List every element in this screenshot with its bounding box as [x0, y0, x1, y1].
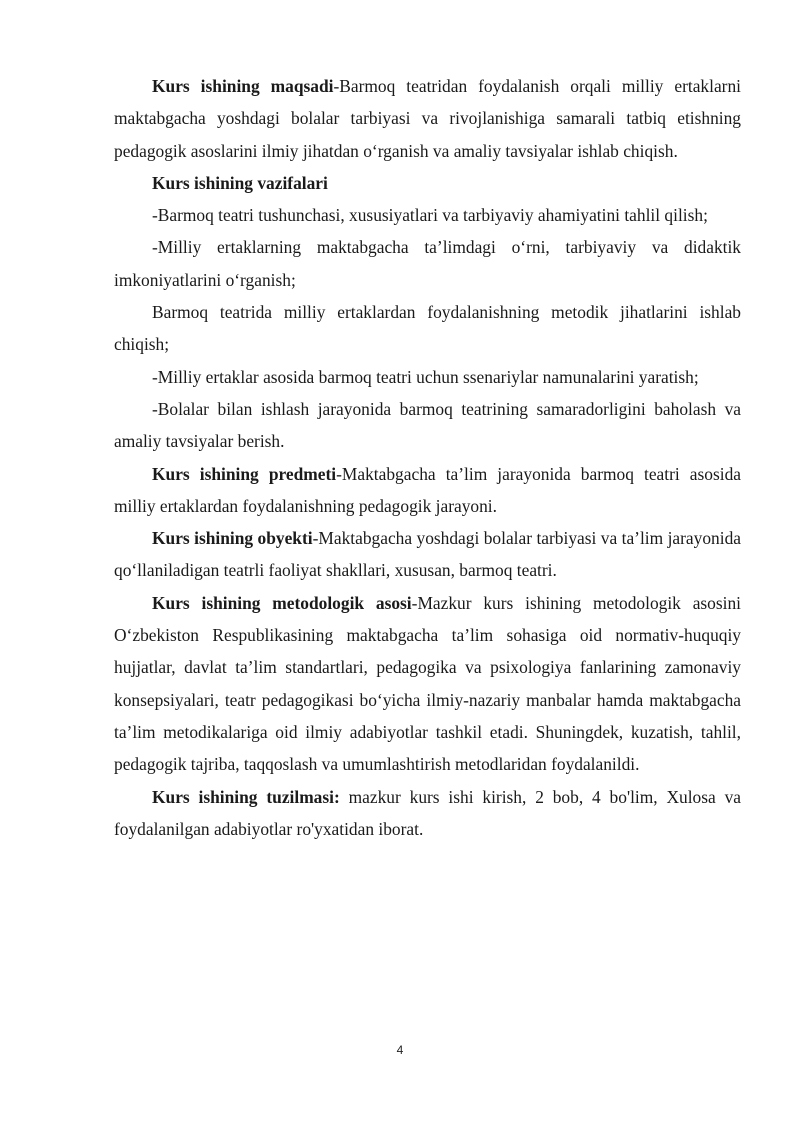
subject-heading: Kurs ishining predmeti: [152, 463, 337, 484]
tasks-heading: Kurs ishining vazifalari: [152, 172, 328, 193]
task-item: -Milliy ertaklar asosida barmoq teatri uchun ssenariylar namunalarini yaratish;: [152, 366, 699, 387]
object-text: -Maktabgacha yoshdagi bolalar tarbiyasi va ta’lim jarayonida qo‘llaniladigan teatrli faoliyat shakllari, xususan, barmoq teatri.: [114, 528, 741, 581]
task-item: -Bolalar bilan ishlash jarayonida barmoq teatrining samaradorligini baholash va amaliy tavsiyalar berish.: [114, 398, 741, 452]
task-item: -Milliy ertaklarning maktabgacha ta’limdagi o‘rni, tarbiyaviy va didaktik imkoniyatlarini o‘rganish;: [114, 237, 741, 290]
subject-paragraph: [114, 458, 741, 523]
goal-paragraph: [114, 70, 741, 167]
methodology-paragraph: [114, 587, 741, 781]
object-heading: Kurs ishining obyekti: [152, 528, 313, 549]
subject-text: -Maktabgacha ta’lim jarayonida barmoq teatri asosida milliy ertaklardan foydalanishning pedagogik jarayoni.: [114, 463, 742, 516]
document-body: [114, 70, 741, 845]
page-number: 4: [396, 1043, 404, 1057]
object-paragraph: [114, 522, 741, 587]
methodology-text: -Mazkur kurs ishining metodologik asosini O‘zbekiston Respublikasining maktabgacha ta’lim sohasiga oid normativ-huquqiy hujjatlar, davlat ta’lim standartlari, pedagogika va psixologiya fanlarining zamonaviy konsepsiyalari, teatr pedagogikasi bo‘yicha ilmiy-nazariy manbalar hamda maktabgacha ta’lim metodikalariga oid ilmiy adabiyotlar tashkil etadi. Shuningdek, kuzatish, tahlil, pedagogik tajriba, taqqoslash va umumlashtirish metodlaridan foydalanildi.: [114, 592, 742, 775]
task-item: Barmoq teatrida milliy ertaklardan foydalanishning metodik jihatlarini ishlab chiqish;: [114, 302, 741, 355]
goal-heading: Kurs ishining maqsadi: [152, 76, 334, 96]
structure-text: mazkur kurs ishi kirish, 2 bob, 4 bo'lim, Xulosa va foydalanilgan adabiyotlar ro'yxatidan iborat.: [114, 786, 741, 839]
structure-heading: Kurs ishining tuzilmasi:: [152, 786, 340, 807]
structure-paragraph: [114, 781, 741, 846]
goal-text: -Barmoq teatridan foydalanish orqali milliy ertaklarni maktabgacha yoshdagi bolalar tarbiyasi va rivojlanishiga samarali tatbiq etishning pedagogik asoslarini ilmiy jihatdan o‘rganish va amaliy tavsiyalar ishlab chiqish.: [114, 76, 741, 161]
tasks-heading-paragraph: [114, 167, 741, 199]
task-item: -Barmoq teatri tushunchasi, xususiyatlari va tarbiyaviy ahamiyatini tahlil qilish;: [152, 205, 708, 226]
methodology-heading: Kurs ishining metodologik asosi: [152, 592, 412, 613]
